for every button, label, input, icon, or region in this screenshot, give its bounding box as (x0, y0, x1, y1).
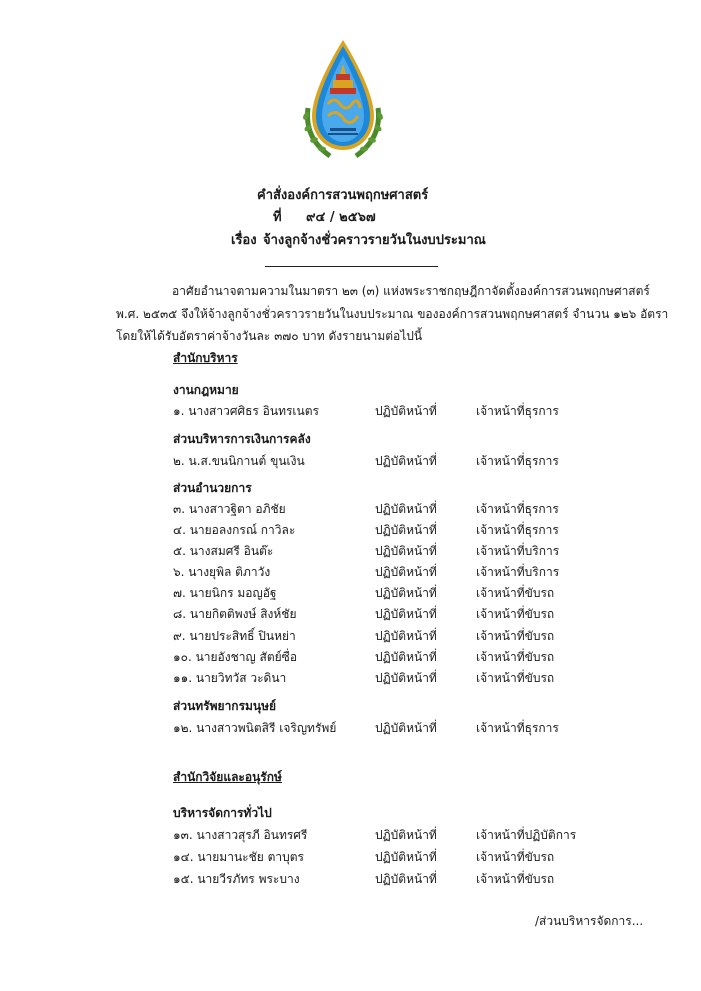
employee-action: ปฏิบัติหน้าที่ (375, 565, 437, 579)
table-row (0, 452, 701, 472)
employee-position: เจ้าหน้าที่ธุรการ (476, 404, 559, 418)
employee-action: ปฏิบัติหน้าที่ (375, 650, 437, 664)
employee-position: เจ้าหน้าที่ขับรถ (476, 671, 555, 685)
table-row (0, 870, 701, 890)
employee-name: ๓. นางสาวฐิตา อภิชัย (173, 502, 286, 516)
page-continuation: /ส่วนบริหารจัดการ... (535, 914, 644, 928)
employee-name: ๕. นางสมศรี อินต๊ะ (173, 544, 274, 558)
employee-action: ปฏิบัติหน้าที่ (375, 671, 437, 685)
table-row (0, 605, 701, 625)
table-row (0, 848, 701, 868)
employee-action: ปฏิบัติหน้าที่ (375, 721, 437, 735)
department-title: สำนักบริหาร (173, 351, 238, 365)
subject-text: จ้างลูกจ้างชั่วคราวรายวันในงบประมาณ (263, 233, 486, 248)
employee-action: ปฏิบัติหน้าที่ (375, 607, 437, 621)
employee-position: เจ้าหน้าที่ขับรถ (476, 629, 555, 643)
table-row (0, 500, 701, 520)
table-row (0, 627, 701, 647)
employee-action: ปฏิบัติหน้าที่ (375, 586, 437, 600)
table-row (0, 669, 701, 689)
employee-position: เจ้าหน้าที่ขับรถ (476, 650, 555, 664)
table-row (0, 584, 701, 604)
group-title: บริหารจัดการทั่วไป (173, 806, 272, 820)
header-divider (265, 266, 438, 267)
table-row (0, 521, 701, 541)
employee-position: เจ้าหน้าที่ธุรการ (476, 523, 559, 537)
employee-action: ปฏิบัติหน้าที่ (375, 544, 437, 558)
employee-action: ปฏิบัติหน้าที่ (375, 828, 437, 842)
employee-name: ๑๓. นางสาวสุรภี อินทรศรี (173, 828, 308, 842)
employee-name: ๙. นายประสิทธิ์ ปินหย่า (173, 629, 296, 643)
order-preamble (116, 280, 669, 348)
employee-position: เจ้าหน้าที่บริการ (476, 565, 560, 579)
table-row (0, 648, 701, 668)
order-number: ๙๔ / ๒๕๖๗ (306, 210, 376, 225)
preamble-line: อาศัยอำนาจตามความในมาตรา ๒๓ (๓) แห่งพระราชกฤษฎีกาจัดตั้งองค์การสวนพฤกษศาสตร์ (172, 284, 650, 298)
table-row (0, 826, 701, 846)
employee-name: ๑๑. นายวิทวัส วะดินา (173, 671, 287, 685)
employee-action: ปฏิบัติหน้าที่ (375, 502, 437, 516)
subject-label: เรื่อง (231, 233, 257, 248)
employee-position: เจ้าหน้าที่บริการ (476, 544, 560, 558)
employee-action: ปฏิบัติหน้าที่ (375, 850, 437, 864)
employee-action: ปฏิบัติหน้าที่ (375, 404, 437, 418)
group-title: ส่วนทรัพยากรมนุษย์ (173, 699, 277, 713)
employee-name: ๑๔. นายมานะชัย ตาบุตร (173, 850, 304, 864)
employee-action: ปฏิบัติหน้าที่ (375, 454, 437, 468)
employee-position: เจ้าหน้าที่ธุรการ (476, 454, 559, 468)
employee-action: ปฏิบัติหน้าที่ (375, 523, 437, 537)
employee-name: ๘. นายกิตติพงษ์ สิงห์ชัย (173, 607, 297, 621)
group-title: ส่วนบริหารการเงินการคลัง (173, 432, 311, 446)
employee-name: ๒. น.ส.ขนนิกานต์ ขุนเงิน (173, 454, 305, 468)
employee-name: ๑๒. นางสาวพนิตสิรี เจริญทรัพย์ (173, 721, 337, 735)
employee-position: เจ้าหน้าที่ขับรถ (476, 872, 555, 886)
employee-action: ปฏิบัติหน้าที่ (375, 629, 437, 643)
employee-position: เจ้าหน้าที่ขับรถ (476, 607, 555, 621)
employee-name: ๑๕. นายวีรภัทร พระบาง (173, 872, 300, 886)
employee-name: ๑๐. นายอังชาญ สัตย์ซื่อ (173, 650, 298, 664)
employee-name: ๖. นางยุพิล ติภาวัง (173, 565, 271, 579)
employee-position: เจ้าหน้าที่ขับรถ (476, 850, 555, 864)
employee-position: เจ้าหน้าที่ปฏิบัติการ (476, 828, 577, 842)
order-title: คำสั่งองค์การสวนพฤกษศาสตร์ (257, 188, 429, 203)
employee-position: เจ้าหน้าที่ขับรถ (476, 586, 555, 600)
group-title: ส่วนอำนวยการ (173, 481, 252, 495)
employee-name: ๔. นายอลงกรณ์ กาวิละ (173, 523, 296, 537)
employee-name: ๑. นางสาวศศิธร อินทรเนตร (173, 404, 319, 418)
preamble-line: พ.ศ. ๒๕๓๕ จึงให้จ้างลูกจ้างชั่วคราวรายวันในงบประมาณ ขององค์การสวนพฤกษศาสตร์ จำนวน ๑๒๖ อัตรา (116, 306, 669, 321)
employee-name: ๗. นายนิกร มอญอัฐ (173, 586, 277, 600)
employee-action: ปฏิบัติหน้าที่ (375, 872, 437, 886)
employee-position: เจ้าหน้าที่ธุรการ (476, 721, 559, 735)
group-title: งานกฎหมาย (173, 383, 239, 397)
employee-position: เจ้าหน้าที่ธุรการ (476, 502, 559, 516)
botanical-garden-emblem-icon (300, 38, 386, 166)
table-row (0, 719, 701, 739)
table-row (0, 402, 701, 422)
table-row (0, 563, 701, 583)
preamble-line: โดยให้ได้รับอัตราค่าจ้างวันละ ๓๗๐ บาท ดังรายนามต่อไปนี้ (116, 329, 423, 343)
table-row (0, 542, 701, 562)
order-number-label: ที่ (273, 210, 282, 225)
department-title: สำนักวิจัยและอนุรักษ์ (173, 770, 282, 784)
